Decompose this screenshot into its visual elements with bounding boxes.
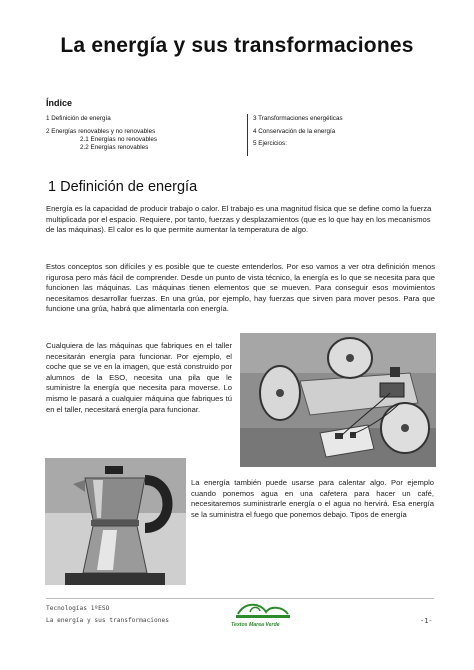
index-item-2-2[interactable]: 2.2 Energías renovables (80, 144, 149, 152)
index-item-4[interactable]: 4 Conservación de la energía (253, 127, 336, 135)
index-item-3[interactable]: 3 Transformaciones energéticas (253, 115, 343, 122)
page-title: La energía y sus transformaciones (60, 34, 414, 57)
index-item-2-1[interactable]: 2.1 Energías no renovables (80, 135, 158, 143)
footer-divider (46, 598, 434, 599)
index-heading: Índice (46, 98, 73, 108)
index-left-column (46, 115, 241, 152)
paragraph-machines: Cualquiera de las máquinas que fabriques en el taller necesitarán energía para funcionar. Por ejemplo, el coche que se ve en la imagen, que está construido por alumnos de la ESO, necesita una pila que le suministre la energía que necesita para moverse. Lo mismo le pasará a cualquier máquina que fabriques tú en el taller, necesitará energía para funcionar. (46, 341, 232, 414)
page-number: -1- (420, 617, 433, 625)
paragraph-heat: La energía también puede usarse para calentar algo. Por ejemplo cuando ponemos agua en una cafetera para hacer un café, necesitaremos suministrarle energía o el agua no hervirá. Esa energía se la suministra el fuego que ponemos debajo. Tipos de energía (191, 478, 434, 519)
index-divider (247, 114, 248, 156)
index-right-column (253, 115, 433, 149)
logo-text: Textos Marea Verde (231, 622, 280, 628)
index-item-5[interactable]: 5 Ejercicios: (253, 140, 287, 148)
index-item-2[interactable]: 2 Energías renovables y no renovables (46, 127, 156, 135)
paragraph-concepts: Estos conceptos son difíciles y es posible que te cueste entenderlos. Por eso vamos a ver otra definición menos rigurosa pero más fácil de comprender. Desde un punto de vista técnico, la energía es lo que se necesita para que funcionen las máquinas. Las máquinas tienen elementos que se mueven. Para conseguir esos movimientos necesitamos desarrollar fuerzas. En una grúa, por ejemplo, hay fuerzas que sirven para mover pesos. Para que funcione una grúa, habrá que alimentarla con energía. (46, 262, 435, 314)
student-car-photo (240, 333, 436, 467)
index-item-1[interactable]: 1 Definición de energía (46, 115, 111, 122)
footer-course: Tecnologías 1ºESO (46, 605, 110, 612)
section-heading: 1 Definición de energía (48, 179, 198, 195)
footer-document-title: La energía y sus transformaciones (46, 617, 169, 624)
paragraph-definition: Energía es la capacidad de producir trabajo o calor. El trabajo es una magnitud física que se define como la fuerza multiplicada por el espacio. Requiere, por tanto, fuerzas y desplazamientos (que es lo que hay en los mecanismos de las máquinas). El calor es lo que permite aumentar la temperatura de algo. (46, 204, 432, 235)
coffee-pot-photo (45, 458, 186, 585)
